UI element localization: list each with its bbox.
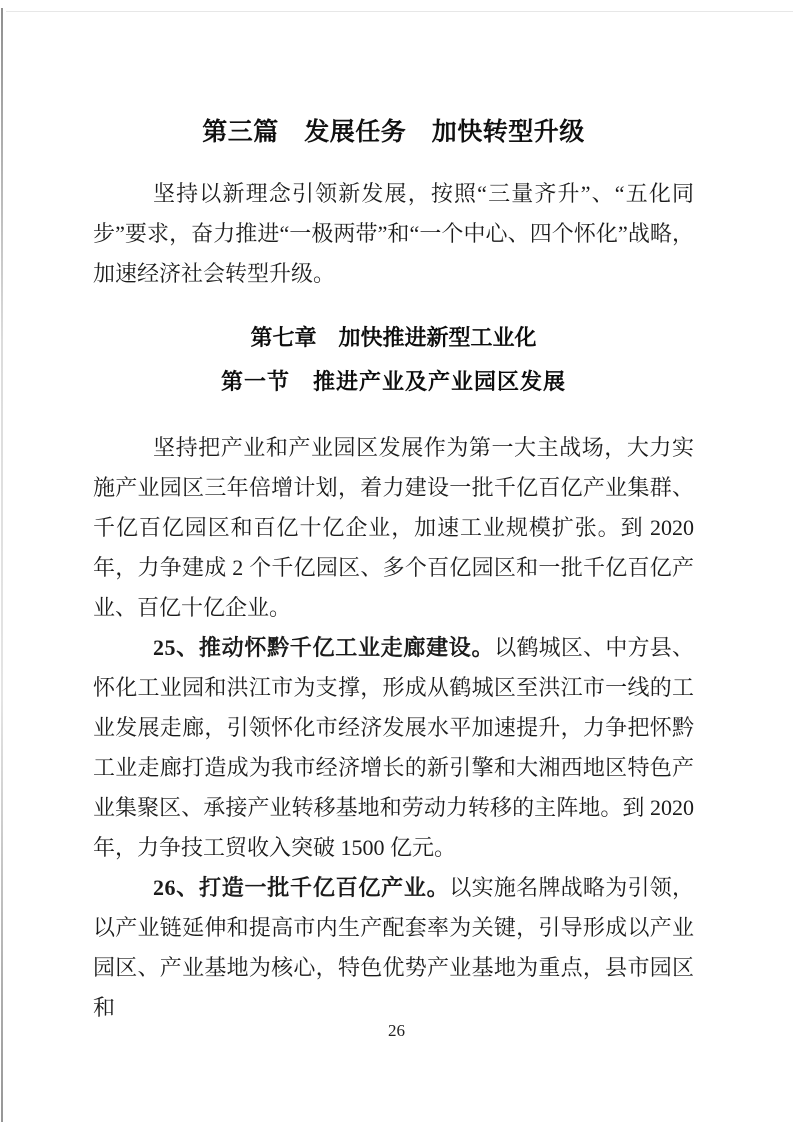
scan-edge-left-line — [1, 8, 3, 1122]
item-26-lead: 26、打造一批千亿百亿产业。 — [153, 875, 450, 900]
section-intro-paragraph: 坚持把产业和产业园区发展作为第一大主战场，大力实施产业园区三年倍增计划，着力建设一批千亿百亿产业集群、千亿百亿园区和百亿十亿企业，加速工业规模扩张。到 2020 年，力争建成 2 个千亿园区、多个百亿园区和一批千亿百亿产业、百亿十亿企业。 — [93, 435, 694, 620]
intro-paragraph: 坚持以新理念引领新发展，按照“三量齐升”、“五化同步”要求，奋力推进“一极两带”和“一个中心、四个怀化”战略，加速经济社会转型升级。 — [93, 181, 694, 286]
page-content — [93, 0, 694, 1028]
section-heading: 第一节 推进产业及产业园区发展 — [220, 369, 566, 394]
part-title: 第三篇 发展任务 加快转型升级 — [202, 119, 585, 146]
item-25-lead: 25、推动怀黔千亿工业走廊建设。 — [153, 635, 495, 660]
item-25-body: 以鹤城区、中方县、怀化工业园和洪江市为支撑，形成从鹤城区至洪江市一线的工业发展走廊，引领怀化市经济发展水平加速提升，力争把怀黔工业走廊打造成为我市经济增长的新引擎和大湘西地区特色产业集聚区、承接产业转移基地和劳动力转移的主阵地。到 2020 年，力争技工贸收入突破 1500 亿元。 — [93, 635, 694, 860]
item-26-paragraph — [93, 868, 694, 1028]
page-number: 26 — [388, 1021, 405, 1040]
item-25-paragraph — [93, 628, 694, 868]
chapter-heading: 第七章 加快推进新型工业化 — [250, 325, 537, 350]
item-26-body: 以实施名牌战略为引领，以产业链延伸和提高市内生产配套率为关键，引导形成以产业园区、产业基地为核心，特色优势产业基地为重点，县市园区和 — [93, 875, 694, 1020]
